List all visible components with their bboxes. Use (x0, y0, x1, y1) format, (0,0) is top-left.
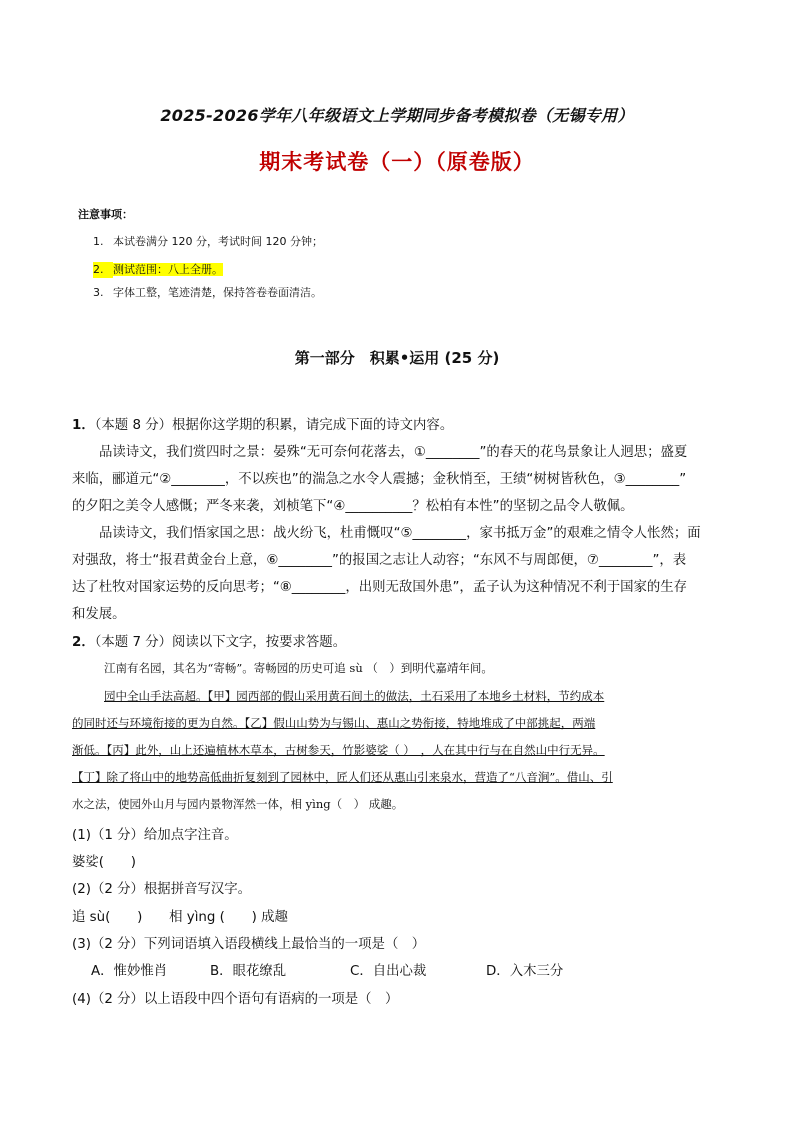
passage-line: 的同时还与环境衔接的更为自然。【乙】假山山势为与锡山、惠山之势衔接，特地堆成了中部挑起，两端 (72, 716, 596, 730)
question-1-line: 达了杜牧对国家运势的反向思考；“⑧________，出则无敌国外患”，孟子认为这种情况不利于国家的生存 (72, 580, 688, 595)
notice-item-text: 本试卷满分 120 分，考试时间 120 分钟； (113, 235, 323, 248)
notice-item-2 (93, 262, 223, 278)
answer-blank[interactable]: 婆娑( ) (72, 855, 137, 870)
exam-title: 2025-2026学年八年级语文上学期同步备考模拟卷（无锡专用） (160, 106, 634, 125)
notice-item-text: 字体工整，笔迹清楚，保持答卷卷面清洁。 (113, 286, 322, 299)
sub-question-1: (1)（1 分）给加点字注音。 (72, 828, 238, 843)
notice-heading: 注意事项： (78, 208, 133, 221)
section-title: 第一部分 积累•运用 (25 分) (294, 349, 500, 367)
passage-line: 江南有名园，其名为“寄畅”。寄畅园的历史可追 sù （ ）到明代嘉靖年间。 (104, 661, 493, 675)
answer-blank[interactable]: 追 sù( ) 相 yìng ( ) 成趣 (72, 910, 288, 925)
notice-item-number: 3. (93, 286, 104, 299)
question-1-heading (72, 414, 453, 433)
passage-line: 【丁】除了将山中的地势高低曲折复刻到了园林中，匠人们还从惠山引来泉水，营造了“八音涧”。借山、引 (72, 770, 613, 784)
sub-question-4: (4)（2 分）以上语段中四个语句有语病的一项是（ ） (72, 992, 399, 1007)
question-1-line: 对强敌，将士“报君黄金台上意，⑥________”的报国之志让人动容；“东风不与周郎便，⑦________”，表 (72, 553, 687, 568)
option-c[interactable]: C．自出心裁 (350, 964, 427, 979)
option-b[interactable]: B．眼花缭乱 (210, 964, 287, 979)
question-text: （本题 7 分）阅读以下文字，按要求答题。 (94, 635, 347, 650)
question-number: 1． (72, 418, 95, 433)
notice-item-3 (93, 285, 322, 301)
question-1-line: 来临，郦道元“②________，不以疾也”的湍急之水令人震撼；金秋悄至，王绩“树树皆秋色，③________” (72, 472, 687, 487)
passage-line: 渐低。【丙】此外，山上还遍植林木草本，古树参天，竹影婆娑（ ） ，人在其中行与在自然山中行无异。 (72, 743, 605, 757)
question-1-line: 品读诗文，我们悟家国之思：战火纷飞，杜甫慨叹“⑤________，家书抵万金”的艰难之情令人怅然；面 (99, 526, 701, 541)
passage-line: 园中全山手法高超。【甲】园西部的假山采用黄石间土的做法，土石采用了本地乡土材料，节约成本 (104, 689, 605, 703)
option-row (91, 960, 563, 979)
question-1-line: 和发展。 (72, 607, 126, 622)
notice-item-number: 1. (93, 235, 104, 248)
notice-item-number: 2. (93, 262, 113, 278)
question-1-line: 的夕阳之美令人感慨；严冬来袭，刘桢笔下“④__________？松柏有本性”的坚韧之品令人敬佩。 (72, 499, 634, 514)
question-2-heading (72, 631, 346, 650)
option-a[interactable]: A．惟妙惟肖 (91, 964, 168, 979)
question-number: 2． (72, 635, 95, 650)
sub-question-3: (3)（2 分）下列词语填入语段横线上最恰当的一项是（ ） (72, 937, 426, 952)
notice-item-1 (93, 234, 323, 250)
exam-subtitle: 期末考试卷（一）（原卷版） (259, 150, 535, 174)
option-d[interactable]: D．入木三分 (486, 964, 564, 979)
sub-question-2: (2)（2 分）根据拼音写汉字。 (72, 882, 252, 897)
question-1-line: 品读诗文，我们赏四时之景：晏殊“无可奈何花落去，①________”的春天的花鸟景象让人迥思；盛夏 (99, 445, 688, 460)
question-text: （本题 8 分）根据你这学期的积累，请完成下面的诗文内容。 (94, 418, 454, 433)
notice-item-text: 测试范围：八上全册。 (113, 263, 223, 276)
passage-line: 水之法，使园外山月与园内景物浑然一体，相 yìng（ ） 成趣。 (72, 797, 404, 811)
